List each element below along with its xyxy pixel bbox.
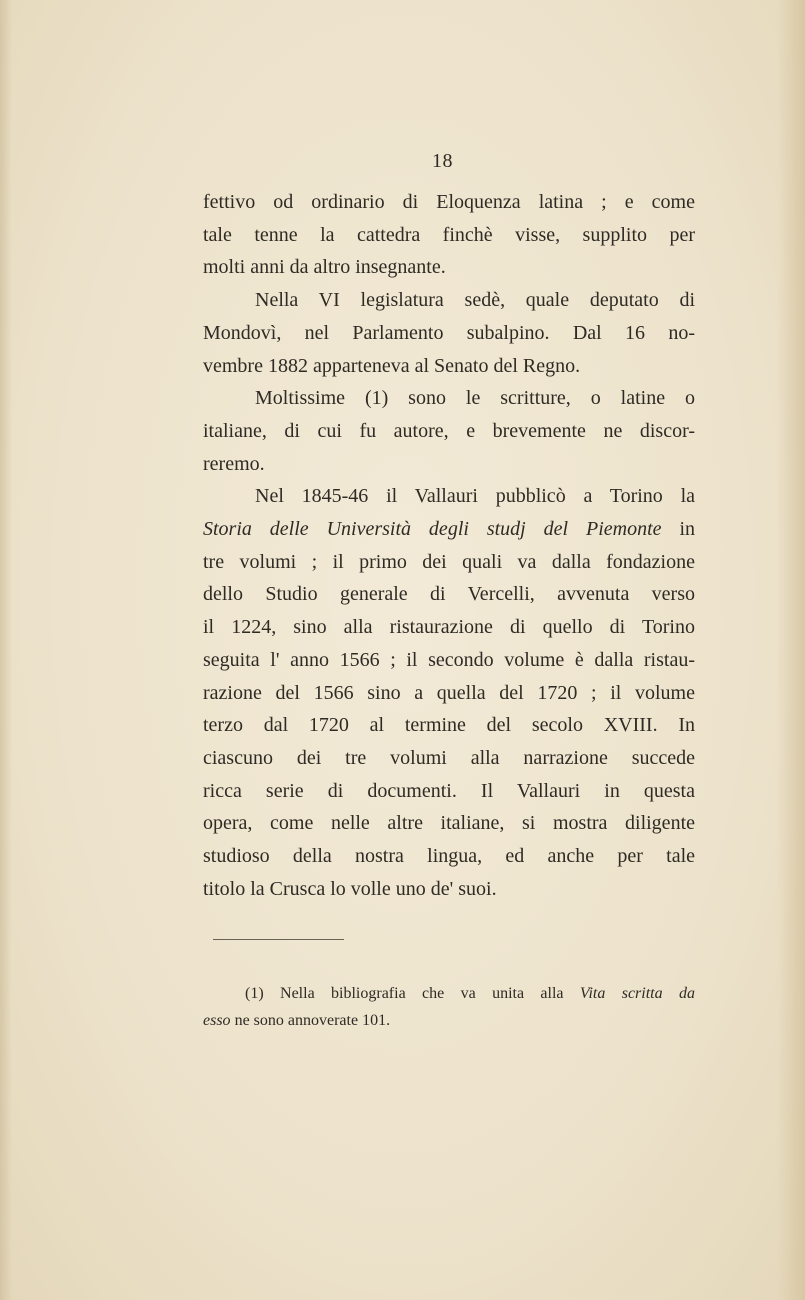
text-line: Nella VI legislatura sedè, quale deputato di <box>255 289 695 312</box>
text-line: Mondovì, nel Parlamento subalpino. Dal 16 no- <box>203 321 695 344</box>
text-line: titolo la Crusca lo volle uno de' suoi. <box>203 877 497 900</box>
book-title: Vita scritta da <box>579 985 695 1002</box>
text-line: tale tenne la cattedra finchè visse, supplito per <box>203 223 695 246</box>
text-fragment: (1) Nella bibliografia che va unita alla <box>245 985 580 1002</box>
text-line: italiane, di cui fu autore, e brevemente ne discor- <box>203 419 695 442</box>
text-line: fettivo od ordinario di Eloquenza latina ; e come <box>203 191 695 213</box>
text-line: Moltissime (1) sono le scritture, o latine o <box>255 387 695 410</box>
footnote-divider <box>213 939 344 940</box>
text-line-with-title <box>203 513 695 546</box>
text-fragment: ne sono annoverate 101. <box>230 1012 391 1029</box>
text-line: studioso della nostra lingua, ed anche per tale <box>203 845 695 868</box>
footnote-line <box>203 980 695 1007</box>
text-line: vembre 1882 apparteneva al Senato del Regno. <box>203 354 581 377</box>
text-line: il 1224, sino alla ristaurazione di quello di Torino <box>203 616 695 639</box>
text-fragment: esso <box>203 1012 231 1029</box>
page-edge-left <box>0 0 12 1300</box>
footnote-line <box>203 1007 695 1034</box>
text-line: ricca serie di documenti. Il Vallauri in questa <box>203 779 695 802</box>
text-line: opera, come nelle altre italiane, si mostra diligente <box>203 812 695 835</box>
text-line: Nel 1845-46 il Vallauri pubblicò a Torino la <box>255 485 695 508</box>
text-line: razione del 1566 sino a quella del 1720 ; il volume <box>203 681 695 704</box>
text-line: seguita l' anno 1566 ; il secondo volume è dalla ristau- <box>203 648 695 671</box>
text-line: terzo dal 1720 al termine del secolo XVIII. In <box>203 714 695 737</box>
footnote <box>203 980 695 1034</box>
text-line: dello Studio generale di Vercelli, avvenuta verso <box>203 583 695 606</box>
page-number: 18 <box>432 150 453 172</box>
page-edge-right <box>777 0 805 1300</box>
text-line: ciascuno dei tre volumi alla narrazione succede <box>203 746 695 769</box>
text-fragment: in <box>661 518 696 541</box>
text-line: reremo. <box>203 452 265 475</box>
text-line: molti anni da altro insegnante. <box>203 256 446 279</box>
body-text <box>203 186 695 905</box>
text-line: tre volumi ; il primo dei quali va dalla fondazione <box>203 550 695 573</box>
book-title: Storia delle Università degli studj del Piemonte <box>203 518 662 541</box>
